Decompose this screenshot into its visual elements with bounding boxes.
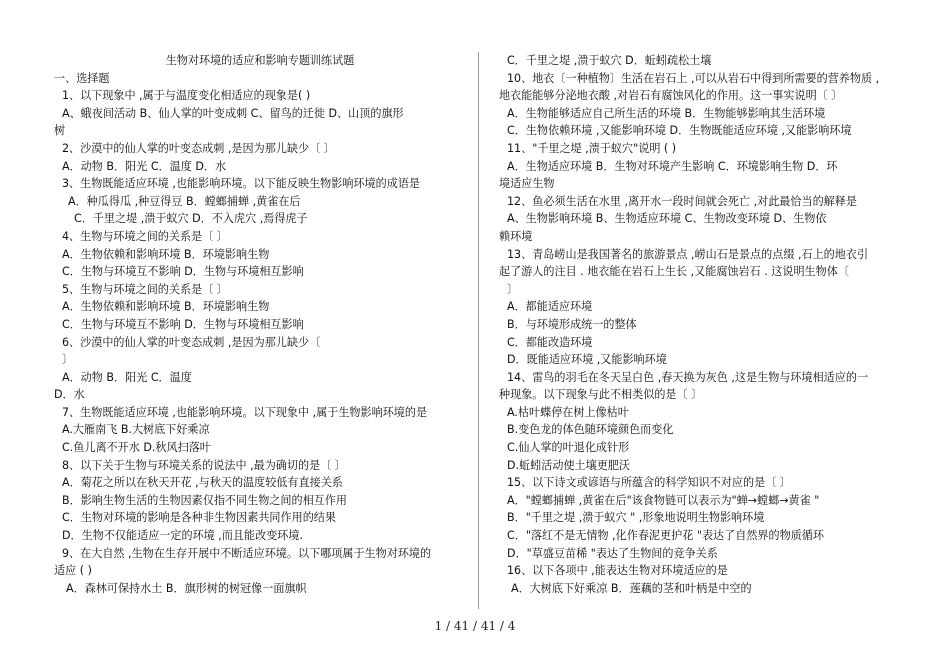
left-column — [54, 52, 456, 597]
text-line: 13、青岛崂山是我国著名的旅游景点 ,崂山石是景点的点缀 ,石上的地衣引 — [507, 247, 869, 261]
text-line: 起了游人的注目 . 地衣能在岩石上生长 ,又能腐蚀岩石 . 这说明生物体〔 — [499, 265, 849, 279]
column-divider — [478, 52, 479, 609]
text-line: 12、鱼必须生活在水里 ,离开水一段时间就会死亡 ,对此最恰当的解释是 — [507, 194, 857, 208]
text-line: B．影响生物生活的生物因素仅指不同生物之间的相互作用 — [62, 493, 347, 507]
text-line: 15、以下诗文或谚语与所蕴含的科学知识不对应的是〔 〕 — [507, 476, 791, 490]
text-line: A．生物适应环境 B．生物对环境产生影响 C．环境影响生物 D．环 — [507, 159, 838, 173]
text-line: A．大树底下好乘凉 B．莲藕的茎和叶柄是中空的 — [511, 581, 752, 595]
text-line: 1、以下现象中 ,属于与温度变化相适应的现象是( ) — [62, 89, 311, 103]
text-line: C.仙人掌的叶退化成针形 — [507, 441, 630, 455]
text-line: 境适应生物 — [499, 177, 555, 191]
text-line: 11、"千里之堤 ,溃于蚁穴"说明 ( ) — [507, 141, 677, 155]
page-footer: 1 / 41 / 41 / 4 — [434, 619, 516, 633]
text-line: D．水 — [54, 388, 85, 402]
text-line: 7、生物既能适应环境 ,也能影响环境。以下现象中 ,属于生物影响环境的是 — [62, 405, 428, 419]
text-line: 8、以下关于生物与环境关系的说法中 ,最为确切的是〔 〕 — [62, 458, 346, 472]
text-line: A．生物依赖和影响环境 B．环境影响生物 — [62, 247, 270, 261]
text-line: 10、地衣〔一种植物〕生活在岩石上 ,可以从岩石中得到所需要的营养物质 , — [507, 71, 880, 85]
text-line: A、蛾夜间活动 B、仙人掌的叶变成刺 C、留鸟的迁徙 D、山顶的旗形 — [62, 106, 404, 120]
text-line: A．都能适应环境 — [507, 300, 593, 314]
text-line: C．生物与环境互不影响 D．生物与环境相互影响 — [62, 265, 304, 279]
text-line: 一、选择题 — [54, 71, 110, 85]
text-line: B．与环境形成统一的整体 — [507, 317, 637, 331]
text-line: C．生物对环境的影响是各种非生物因素共同作用的结果 — [62, 511, 336, 525]
text-line: B.变色龙的体色随环境颜色而变化 — [507, 423, 674, 437]
text-line: 4、生物与环境之间的关系是〔 〕 — [62, 229, 228, 243]
text-line: 2、沙漠中的仙人掌的叶变态成刺 ,是因为那儿缺少〔 〕 — [62, 141, 335, 155]
text-line: 14、雷鸟的羽毛在冬天呈白色 ,春天换为灰色 ,这是生物与环境相适应的一 — [507, 370, 869, 384]
text-line: C．千里之堤 ,溃于蚁穴 D．不入虎穴 ,焉得虎子 — [74, 212, 308, 226]
text-line: D．"草盛豆苗稀 "表达了生物间的竞争关系 — [507, 546, 718, 560]
text-line: A．动物 B．阳光 C．温度 — [62, 370, 192, 384]
text-line: C．千里之堤 ,溃于蚁穴 D．蚯蚓疏松土壤 — [507, 54, 712, 67]
text-line: 6、沙漠中的仙人掌的叶变态成刺 ,是因为那儿缺少〔 — [62, 335, 321, 349]
text-line: A．森林可保持水土 B．旗形树的树冠像一面旗帜 — [66, 581, 307, 595]
text-line: 〕 — [507, 282, 519, 296]
text-line: A.枯叶蝶停在树上像枯叶 — [507, 405, 629, 419]
text-line: 适应 ( ) — [54, 564, 92, 578]
text-line: C．生物依赖环境 ,又能影响环境 D．生物既能适应环境 ,又能影响环境 — [507, 124, 852, 138]
right-column — [499, 52, 909, 597]
text-line: 地衣能能够分泌地衣酸 ,对岩石有腐蚀风化的作用。这一事实说明〔 〕 — [499, 89, 843, 103]
text-line: D．生物不仅能适应一定的环境 ,而且能改变环境. — [62, 529, 303, 543]
text-line: C.鱼儿离不开水 D.秋风扫落叶 — [62, 441, 211, 455]
text-line: 树 — [54, 124, 66, 138]
text-line: 9、在大自然 ,生物在生存开展中不断适应环境。以下哪项属于生物对环境的 — [62, 546, 432, 560]
text-line: A．种瓜得瓜 ,种豆得豆 B．螳螂捕蝉 ,黄雀在后 — [68, 194, 301, 208]
text-line: A．动物 B．阳光 C．温度 D．水 — [62, 159, 227, 173]
text-line: 种现象。以下现象与此不相类似的是〔 〕 — [499, 388, 703, 402]
text-line: 16、以下各项中 ,能表达生物对环境适应的是 — [507, 564, 728, 578]
text-line: A．生物依赖和影响环境 B．环境影响生物 — [62, 300, 270, 314]
text-line: 赖环境 — [499, 229, 533, 243]
text-line: A．"螳螂捕蝉 ,黄雀在后"该食物链可以表示为"蝉→螳螂→黄雀 " — [507, 493, 820, 507]
text-line: 〕 — [62, 353, 74, 367]
document-title: 生物对环境的适应和影响专题训练试题 — [165, 54, 355, 67]
text-line: 3、生物既能适应环境 ,也能影响环境。以下能反映生物影响环境的成语是 — [62, 177, 421, 191]
text-line: C．生物与环境互不影响 D．生物与环境相互影响 — [62, 317, 304, 331]
text-line: D.蚯蚓活动使土壤更肥沃 — [507, 458, 631, 472]
text-line: D．既能适应环境 ,又能影响环境 — [507, 353, 667, 367]
text-line: 5、生物与环境之间的关系是〔 〕 — [62, 282, 228, 296]
text-line: C．"落红不是无情物 ,化作春泥更护花 "表达了自然界的物质循环 — [507, 529, 824, 543]
text-line: C．都能改造环境 — [507, 335, 593, 349]
text-line: A、生物影响环境 B、生物适应环境 C、生物改变环境 D、生物依 — [507, 212, 827, 226]
text-line: A．菊花之所以在秋天开花 ,与秋天的温度较低有直接关系 — [62, 476, 343, 490]
text-line: B．"千里之堤 ,溃于蚁穴 " ,形象地说明生物影响环境 — [507, 511, 765, 525]
text-line: A．生物能够适应自己所生活的环境 B．生物能够影响其生活环境 — [507, 106, 826, 120]
text-line: A.大雁南飞 B.大树底下好乘凉 — [62, 423, 210, 437]
